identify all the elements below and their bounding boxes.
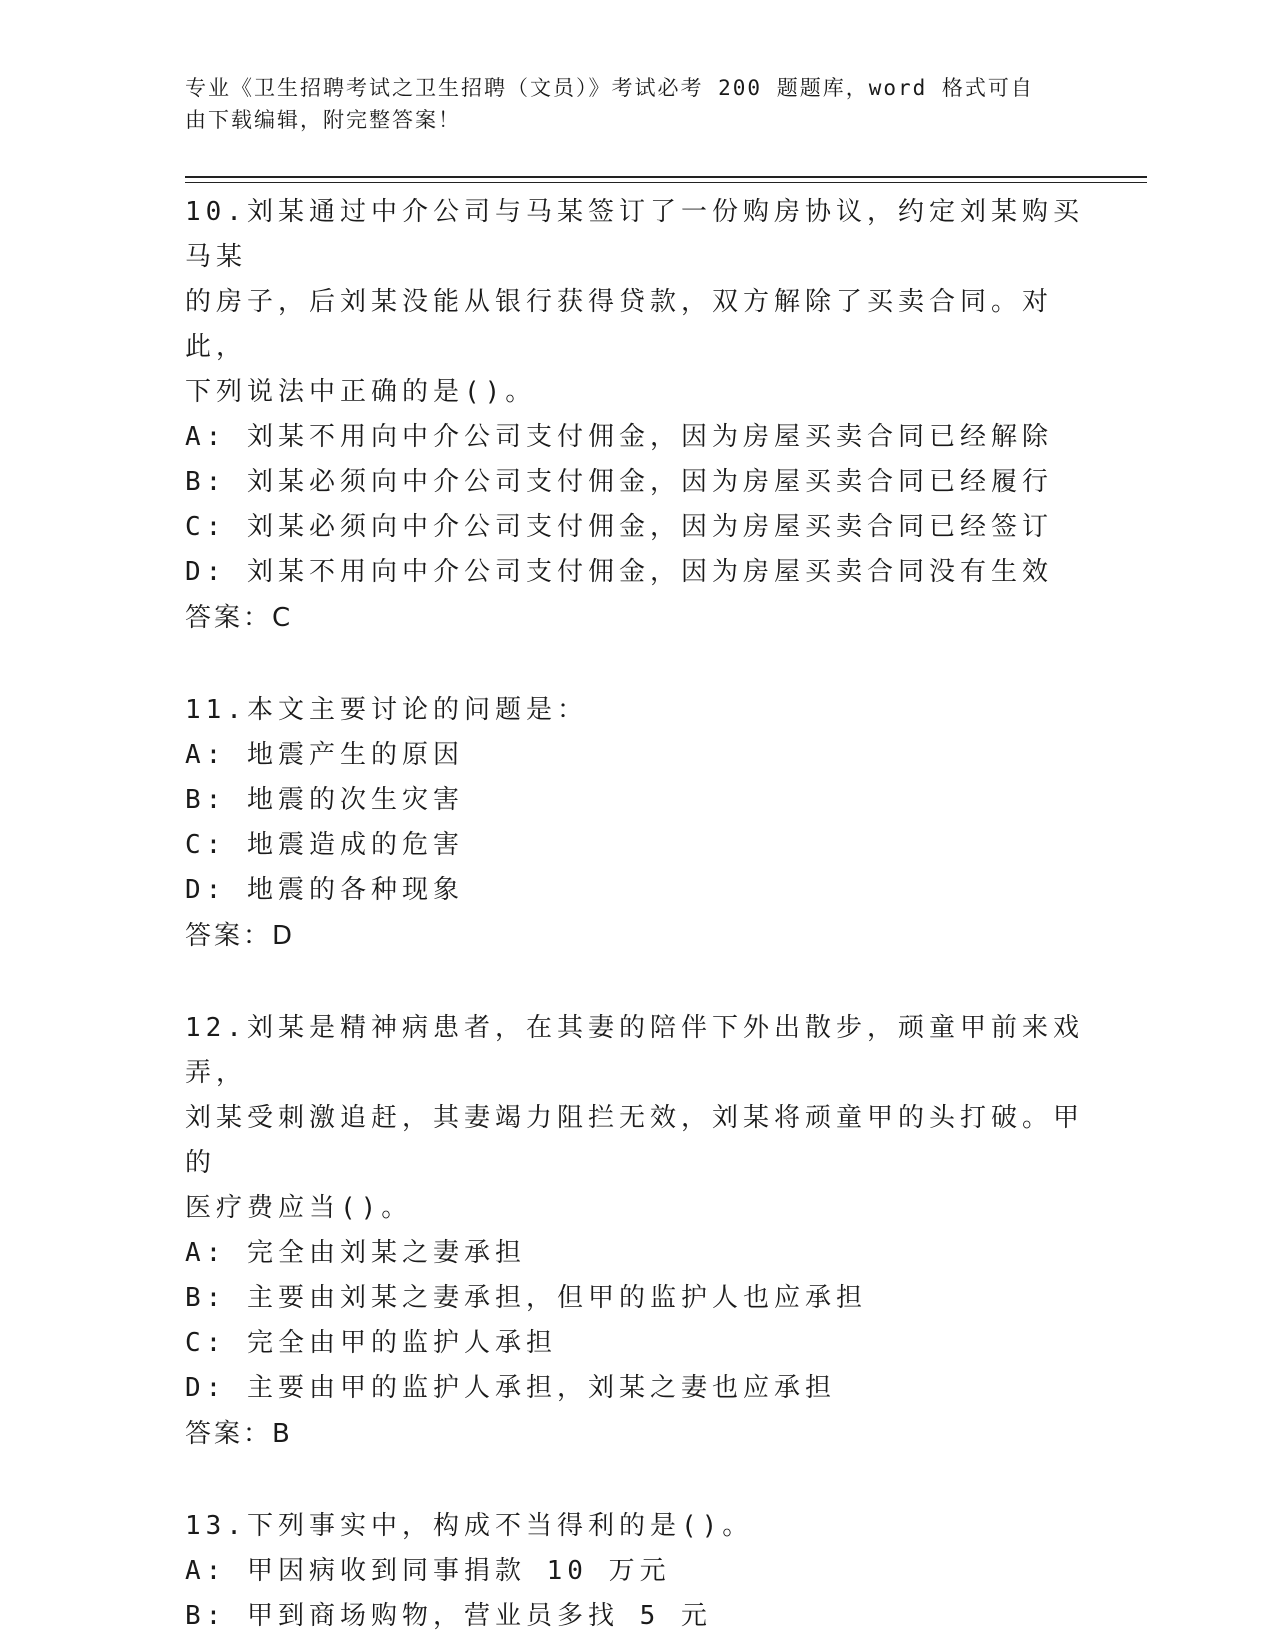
stem-line: 的房子，后刘某没能从银行获得贷款，双方解除了买卖合同。对此， xyxy=(185,287,1054,362)
option-b: B: 地震的次生灾害 xyxy=(185,785,464,815)
option-b: B: 主要由刘某之妻承担，但甲的监护人也应承担 xyxy=(185,1283,867,1313)
question-spacer xyxy=(185,959,1085,1004)
stem-line: 10.刘某通过中介公司与马某签订了一份购房协议，约定刘某购买马某 xyxy=(185,197,1084,272)
question-stem xyxy=(185,1004,1085,1231)
option-a: A: 刘某不用向中介公司支付佣金，因为房屋买卖合同已经解除 xyxy=(185,422,1053,452)
option-d: D: 刘某不用向中介公司支付佣金，因为房屋买卖合同没有生效 xyxy=(185,557,1053,587)
option-b: B: 刘某必须向中介公司支付佣金，因为房屋买卖合同已经履行 xyxy=(185,467,1053,497)
question-13 xyxy=(185,1502,1085,1639)
document-header xyxy=(185,72,1065,136)
header-divider-thin xyxy=(185,182,1147,183)
header-line-1: 专业《卫生招聘考试之卫生招聘（文员）》考试必考 200 题题库，word 格式可自 xyxy=(185,76,1034,100)
question-list xyxy=(185,188,1085,1639)
option-b: B: 甲到商场购物，营业员多找 5 元 xyxy=(185,1601,712,1631)
option-d: D: 地震的各种现象 xyxy=(185,875,464,905)
question-10 xyxy=(185,188,1085,641)
answer-line: 答案：C xyxy=(185,603,294,633)
option-c: C: 刘某必须向中介公司支付佣金，因为房屋买卖合同已经签订 xyxy=(185,512,1053,542)
header-line-2: 由下载编辑，附完整答案！ xyxy=(185,108,461,132)
option-c: C: 完全由甲的监护人承担 xyxy=(185,1328,557,1358)
stem-line: 下列说法中正确的是()。 xyxy=(185,377,537,407)
stem-line: 刘某受刺激追赶，其妻竭力阻拦无效，刘某将顽童甲的头打破。甲的 xyxy=(185,1103,1085,1178)
answer-line: 答案：D xyxy=(185,921,296,951)
option-a: A: 甲因病收到同事捐款 10 万元 xyxy=(185,1556,671,1586)
header-divider-thick xyxy=(185,176,1147,178)
answer-line: 答案：B xyxy=(185,1419,293,1449)
question-spacer xyxy=(185,1457,1085,1502)
stem-line: 13.下列事实中，构成不当得利的是()。 xyxy=(185,1511,754,1541)
stem-line: 11.本文主要讨论的问题是： xyxy=(185,695,588,725)
option-c: C: 地震造成的危害 xyxy=(185,830,464,860)
stem-line: 12.刘某是精神病患者，在其妻的陪伴下外出散步，顽童甲前来戏弄， xyxy=(185,1013,1084,1088)
question-12 xyxy=(185,1004,1085,1457)
question-11 xyxy=(185,686,1085,959)
question-stem xyxy=(185,188,1085,415)
option-a: A: 地震产生的原因 xyxy=(185,740,464,770)
stem-line: 医疗费应当()。 xyxy=(185,1193,413,1223)
option-d: D: 主要由甲的监护人承担，刘某之妻也应承担 xyxy=(185,1373,836,1403)
question-spacer xyxy=(185,641,1085,686)
question-stem xyxy=(185,686,1085,733)
question-stem xyxy=(185,1502,1085,1549)
option-a: A: 完全由刘某之妻承担 xyxy=(185,1238,526,1268)
